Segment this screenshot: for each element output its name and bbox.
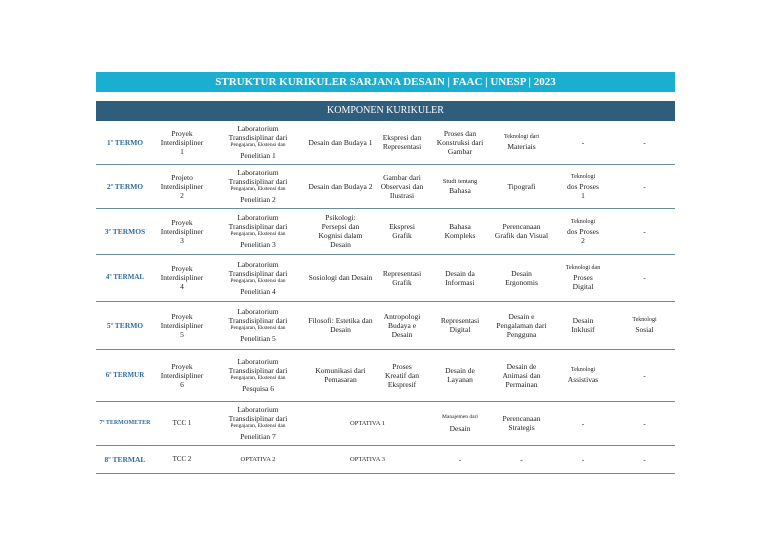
course-cell: Teknologi dan Proses Digital xyxy=(552,254,614,301)
term-row-7 xyxy=(96,401,675,445)
course-cell: Proyek Interdisipliner 5 xyxy=(154,301,210,349)
course-cell: Perencanaan Strategis xyxy=(491,401,552,445)
lab-cell: Laboratorium Transdisiplinar dari Pengajaran, Ekstensi dan Pesquisa 6 xyxy=(210,349,306,401)
term-row-5 xyxy=(96,301,675,349)
term-row-4 xyxy=(96,254,675,301)
elective-cell: OPTATIVA 1 xyxy=(306,401,429,445)
course-cell: Tipografi xyxy=(491,164,552,208)
curriculum-title: STRUKTUR KURIKULER SARJANA DESAIN | FAAC | UNESP | 2023 xyxy=(96,72,675,92)
lab-cell: Laboratorium Transdisiplinar dari Pengajaran, Ekstensi dan Penelitian 7 xyxy=(210,401,306,445)
course-cell: Ekspresi Grafik xyxy=(375,208,429,254)
course-cell: - xyxy=(552,401,614,445)
term-row-8 xyxy=(96,445,675,473)
course-cell: - xyxy=(614,208,675,254)
term-label: 4º TERMAL xyxy=(96,254,154,301)
course-cell: Proyek Interdisipliner 6 xyxy=(154,349,210,401)
course-cell: TCC 2 xyxy=(154,445,210,473)
course-cell: Antropologi Budaya e Desain xyxy=(375,301,429,349)
curriculum-table xyxy=(96,121,675,474)
term-row-6 xyxy=(96,349,675,401)
course-cell: Komunikasi dari Pemasaran xyxy=(306,349,375,401)
course-cell: - xyxy=(614,121,675,164)
lab-cell: Laboratorium Transdisiplinar dari Pengajaran, Ekstensi dan Penelitian 1 xyxy=(210,121,306,164)
course-cell: Teknologi Sosial xyxy=(614,301,675,349)
course-cell: Proyek Interdisipliner 4 xyxy=(154,254,210,301)
course-cell: Representasi Grafik xyxy=(375,254,429,301)
course-cell: - xyxy=(552,445,614,473)
course-cell: Desain Ergonomis xyxy=(491,254,552,301)
term-label: 7º TERMOMETER xyxy=(96,401,154,445)
course-cell: Teknologi dari Materiais xyxy=(491,121,552,164)
term-row-3 xyxy=(96,208,675,254)
course-cell: Proyek Interdisipliner 3 xyxy=(154,208,210,254)
course-cell: Teknologi dos Proses 1 xyxy=(552,164,614,208)
lab-cell: Laboratorium Transdisiplinar dari Pengajaran, Ekstensi dan Penelitian 4 xyxy=(210,254,306,301)
course-cell: Representasi Digital xyxy=(429,301,491,349)
course-cell: Sosiologi dan Desain xyxy=(306,254,375,301)
term-row-2 xyxy=(96,164,675,208)
course-cell: Desain e Pengalaman dari Pengguna xyxy=(491,301,552,349)
elective-cell: OPTATIVA 3 xyxy=(306,445,429,473)
components-header: KOMPONEN KURIKULER xyxy=(96,101,675,121)
elective-cell: OPTATIVA 2 xyxy=(210,445,306,473)
course-cell: - xyxy=(614,445,675,473)
term-row-1 xyxy=(96,121,675,164)
course-cell: Teknologi Assistivas xyxy=(552,349,614,401)
course-cell: Psikologi: Persepsi dan Kognisi dalam Desain xyxy=(306,208,375,254)
course-cell: Bahasa Kompleks xyxy=(429,208,491,254)
course-cell: - xyxy=(552,121,614,164)
course-cell: Perencanaan Grafik dan Visual xyxy=(491,208,552,254)
lab-cell: Laboratorium Transdisiplinar dari Pengajaran, Ekstensi dan Penelitian 3 xyxy=(210,208,306,254)
course-cell: Proyek Interdisipliner 1 xyxy=(154,121,210,164)
term-label: 5º TERMO xyxy=(96,301,154,349)
course-cell: Desain dan Budaya 1 xyxy=(306,121,375,164)
course-cell: Desain de Animasi dan Permainan xyxy=(491,349,552,401)
term-label: 8º TERMAL xyxy=(96,445,154,473)
course-cell: - xyxy=(614,164,675,208)
course-cell: - xyxy=(614,349,675,401)
course-cell: Desain de Layanan xyxy=(429,349,491,401)
course-cell: Gambar dari Observasi dan Ilustrasi xyxy=(375,164,429,208)
term-label: 1º TERMO xyxy=(96,121,154,164)
term-label: 6º TERMUR xyxy=(96,349,154,401)
course-cell: Proses Kreatif dan Ekspresif xyxy=(375,349,429,401)
course-cell: Manajemen dari Desain xyxy=(429,401,491,445)
course-cell: Ekspresi dan Representasi xyxy=(375,121,429,164)
lab-cell: Laboratorium Transdisiplinar dari Pengajaran, Ekstensi dan Penelitian 5 xyxy=(210,301,306,349)
course-cell: TCC 1 xyxy=(154,401,210,445)
course-cell: - xyxy=(614,401,675,445)
lab-cell: Laboratorium Transdisiplinar dari Pengajaran, Ekstensi dan Penelitian 2 xyxy=(210,164,306,208)
course-cell: Filosofi: Estetika dan Desain xyxy=(306,301,375,349)
course-cell: Desain Inklusif xyxy=(552,301,614,349)
course-cell: Desain da Informasi xyxy=(429,254,491,301)
course-cell: Teknologi dos Proses 2 xyxy=(552,208,614,254)
course-cell: Projeto Interdisipliner 2 xyxy=(154,164,210,208)
term-label: 3º TERMOS xyxy=(96,208,154,254)
course-cell: - xyxy=(614,254,675,301)
course-cell: - xyxy=(491,445,552,473)
course-cell: Proses dan Konstruksi dari Gambar xyxy=(429,121,491,164)
course-cell: Studi tentang Bahasa xyxy=(429,164,491,208)
term-label: 2º TERMO xyxy=(96,164,154,208)
course-cell: - xyxy=(429,445,491,473)
course-cell: Desain dan Budaya 2 xyxy=(306,164,375,208)
